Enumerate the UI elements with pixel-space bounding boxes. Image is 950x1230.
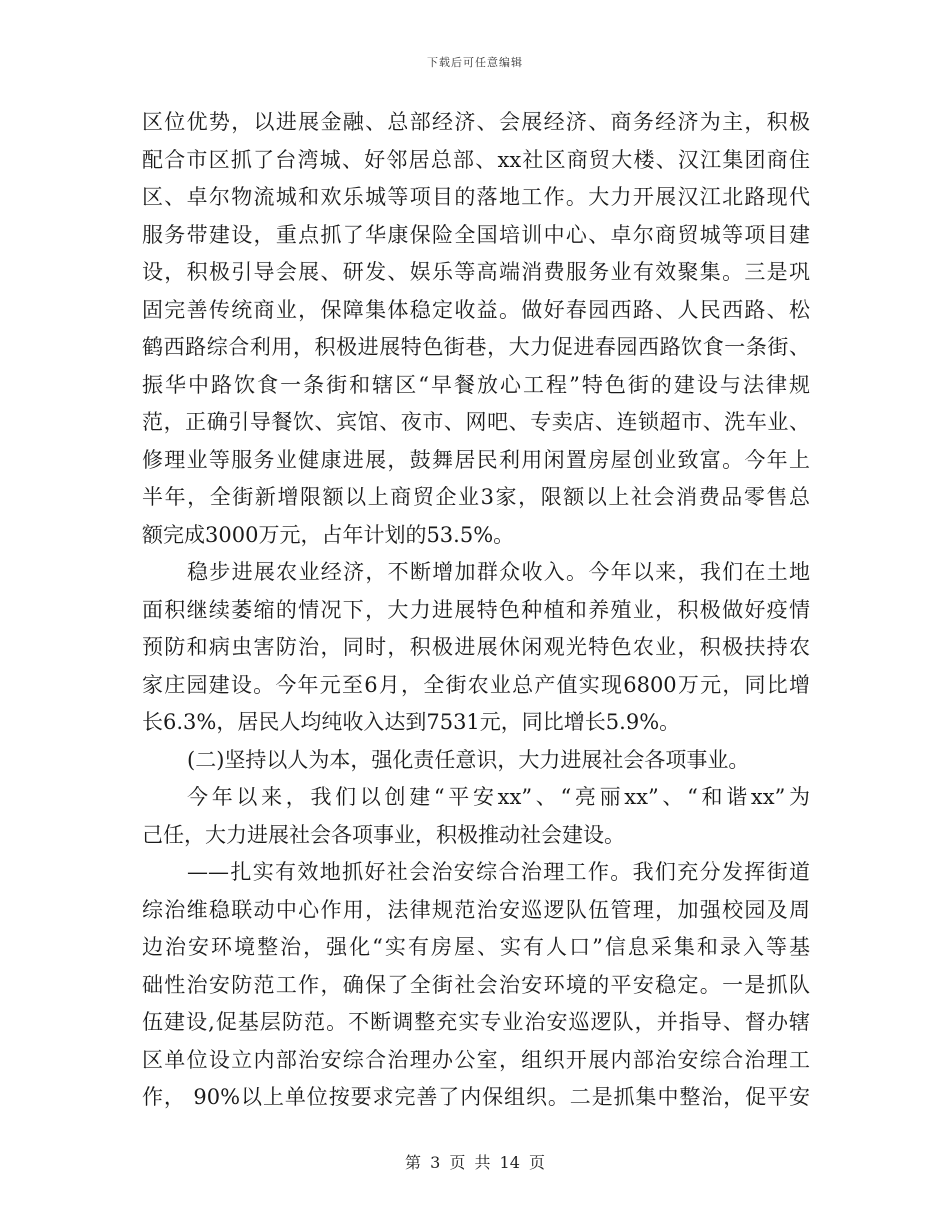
- text-line: 面积继续萎缩的情况下，大力进展特色种植和养殖业，积极做好疫情: [142, 597, 810, 622]
- text-line: 范，正确引导餐饮、宾馆、夜市、网吧、专卖店、连锁超市、洗车业、: [142, 410, 810, 434]
- text-line: ——扎实有效地抓好社会治安综合治理工作。我们充分发挥街道: [187, 860, 810, 884]
- document-body: [142, 104, 810, 1117]
- text-line: 边治安环境整治，强化“实有房屋、实有人口”信息采集和录入等基: [142, 935, 810, 959]
- text-line: (二)坚持以人为本，强化责任意识，大力进展社会各项事业。: [187, 747, 750, 772]
- text-line: 长6.3%，居民人均纯收入达到7531元，同比增长5.9%。: [142, 710, 681, 734]
- text-line: 家庄园建设。今年元至6月，全街农业总产值实现6800万元，同比增: [142, 672, 810, 697]
- text-line: 振华中路饮食一条街和辖区“早餐放心工程”特色街的建设与法律规: [142, 372, 810, 397]
- text-line: 配合市区抓了台湾城、好邻居总部、xx社区商贸大楼、汉江集团商住: [142, 147, 810, 172]
- text-line: 修理业等服务业健康进展，鼓舞居民利用闲置房屋创业致富。今年上: [142, 447, 810, 472]
- page-footer: 第 3 页 共 14 页: [405, 1153, 545, 1172]
- text-line: 服务带建设，重点抓了华康保险全国培训中心、卓尔商贸城等项目建: [142, 222, 810, 247]
- text-line: 稳步进展农业经济，不断增加群众收入。今年以来，我们在土地: [187, 560, 810, 584]
- text-line: 固完善传统商业，保障集体稳定收益。做好春园西路、人民西路、松: [142, 297, 810, 322]
- text-line: 鹤西路综合利用，积极进展特色街巷，大力促进春园西路饮食一条街、: [142, 335, 810, 359]
- text-line: 础性治安防范工作，确保了全街社会治安环境的平安稳定。一是抓队: [142, 972, 810, 997]
- text-line: 综治维稳联动中心作用，法律规范治安巡逻队伍管理，加强校园及周: [142, 897, 810, 922]
- text-line: 区位优势，以进展金融、总部经济、会展经济、商务经济为主，积极: [142, 110, 810, 134]
- page-header: 下载后可任意编辑: [427, 56, 523, 69]
- text-line: 半年，全街新增限额以上商贸企业3家，限额以上社会消费品零售总: [142, 485, 810, 509]
- text-line: 区、卓尔物流城和欢乐城等项目的落地工作。大力开展汉江北路现代: [142, 185, 810, 209]
- text-line: 区单位设立内部治安综合治理办公室，组织开展内部治安综合治理工: [142, 1047, 810, 1072]
- text-line: 今年以来，我们以创建“平安xx”、“亮丽xx”、“和谐xx”为: [187, 785, 810, 809]
- text-line: 额完成3000万元，占年计划的53.5%。: [142, 522, 515, 547]
- text-line: 伍建设,促基层防范。不断调整充实专业治安巡逻队，并指导、督办辖: [142, 1010, 810, 1034]
- text-line: 己任，大力进展社会各项事业，积极推动社会建设。: [142, 822, 625, 847]
- text-line: 设，积极引导会展、研发、娱乐等高端消费服务业有效聚集。三是巩: [142, 260, 810, 284]
- text-line: 作， 90%以上单位按要求完善了内保组织。二是抓集中整治，促平安: [142, 1085, 810, 1109]
- text-line: 预防和病虫害防治，同时，积极进展休闲观光特色农业，积极扶持农: [142, 635, 810, 659]
